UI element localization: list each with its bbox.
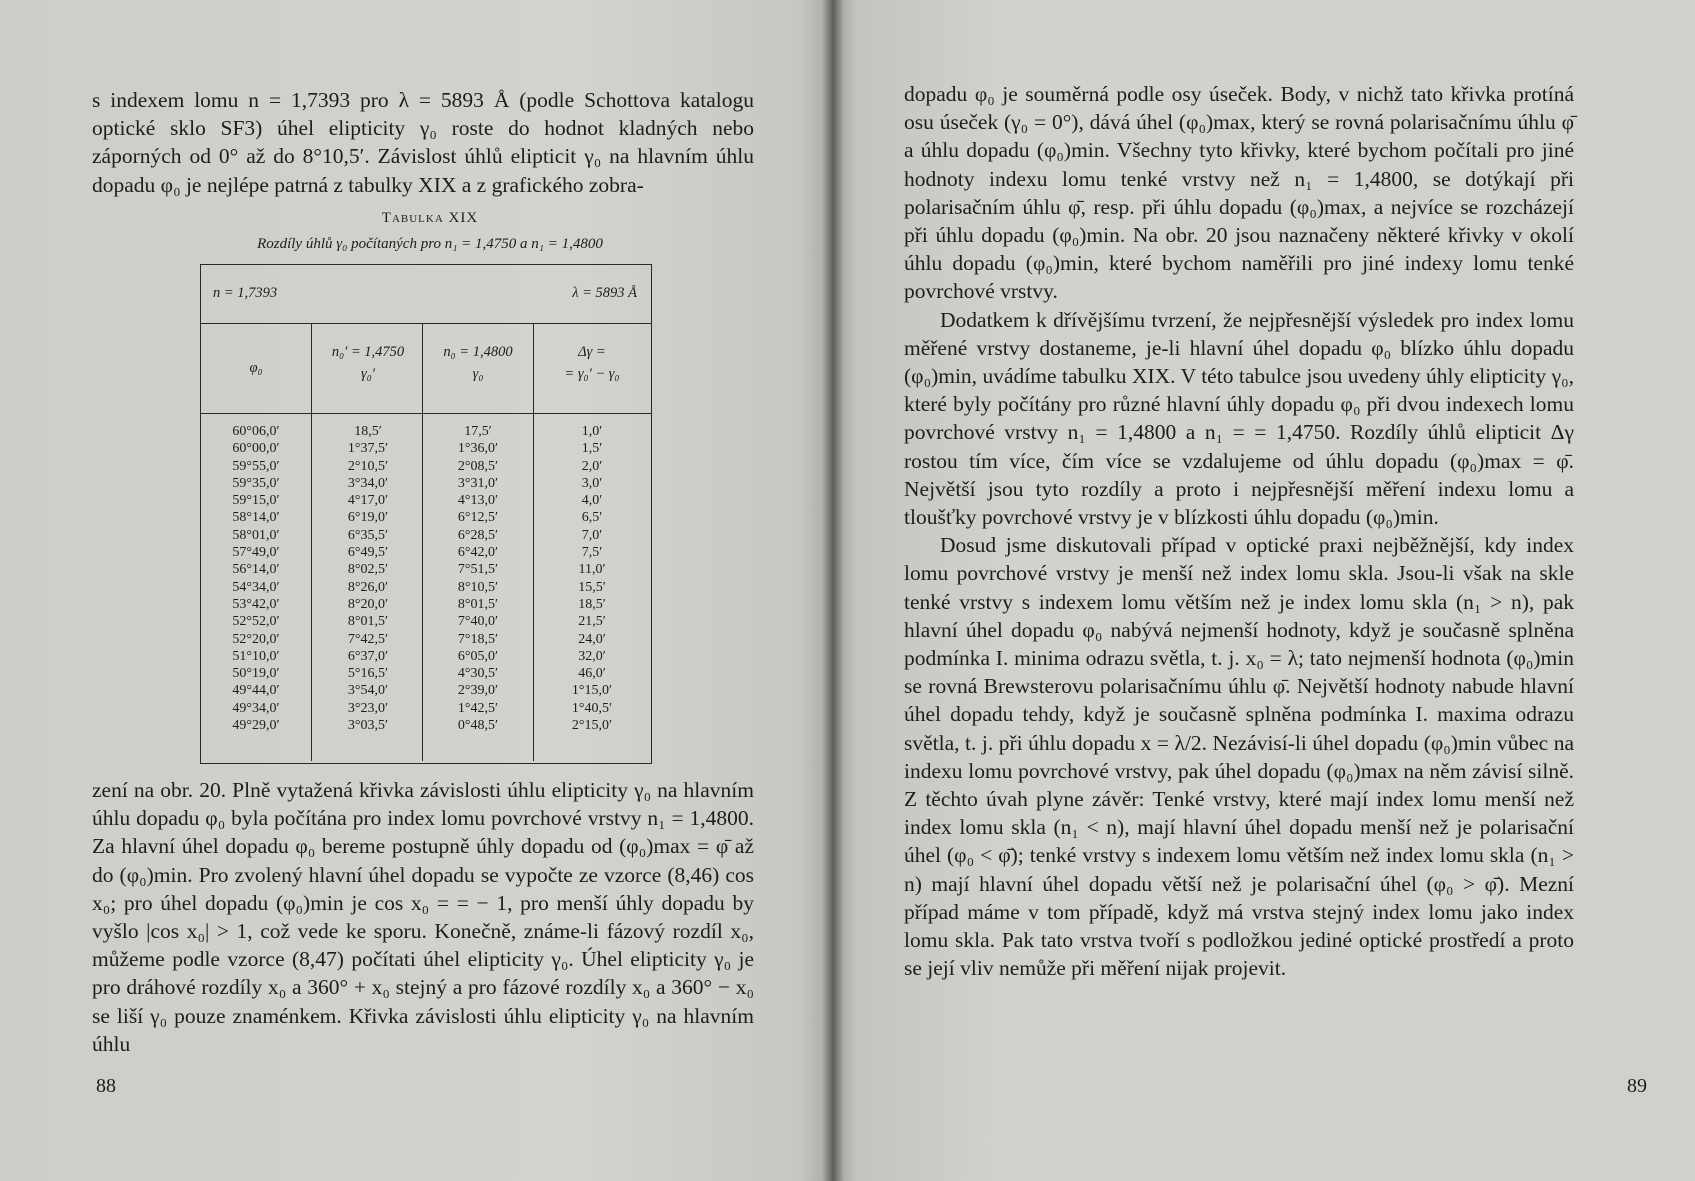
table-cell: 4°13,0′ — [457, 493, 499, 509]
table-cell: 3°23,0′ — [347, 700, 389, 716]
table-row — [201, 458, 651, 475]
table-row — [201, 527, 651, 544]
table-row — [201, 665, 651, 682]
table-cell: 59°35,0′ — [232, 475, 280, 491]
table-cell: 8°02,5′ — [347, 562, 389, 578]
table-cell: 60°06,0′ — [232, 424, 280, 439]
table-row — [201, 579, 651, 596]
table-cell: 1°36,0′ — [457, 441, 499, 457]
table-cell: 11,0′ — [578, 562, 606, 578]
table-row — [201, 492, 651, 509]
table-cell: 1°42,5′ — [457, 700, 499, 716]
table-cell: 18,5′ — [578, 596, 606, 612]
table-row — [201, 440, 651, 457]
col-header-gamma-line1: n₀ = 1,4800 — [443, 344, 513, 360]
left-paragraph-bottom-text: zení na obr. 20. Plně vytažená křivka závislosti úhlu elipticity γ₀ na hlavním úhlu dopadu φ₀ byla počítána pro index lomu povrchové vrstvy n₁ = 1,4800. Za hlavní úhel dopadu φ₀ bereme postupně úhly dopadu od (φ₀)max = φ̄ až do (φ₀)min. Pro zvolený hlavní úhel dopadu se vypočte ze vzorce (8,46) cos x₀; pro úhel dopadu (φ₀)min je cos x₀ = = − 1, pro menší úhly dopadu by vyšlo |cos x₀| > 1, což vede ke sporu. Konečně, známe-li fázový rozdíl x₀, můžeme podle vzorce (8,47) počítati úhel elipticity γ₀. Úhel elipticity γ₀ je pro dráhové rozdíly x₀ a 360° + x₀ stejný a pro fázové rozdíly x₀ a 360° − x₀ se liší γ₀ pouze znaménkem. Křivka závislosti úhlu elipticity γ₀ na hlavním úhlu — [92, 778, 754, 1056]
table-cell: 51°10,0′ — [232, 648, 280, 664]
table-cell: 32,0′ — [578, 648, 606, 664]
table-cell: 60°00,0′ — [232, 441, 280, 457]
col-header-phi: φ₀ — [249, 360, 263, 376]
table-cell: 21,5′ — [578, 614, 606, 630]
table-cell: 2,0′ — [581, 458, 603, 474]
table-row — [201, 475, 651, 492]
table-subtitle: Rozdíly úhlů γ₀ počítaných pro n₁ = 1,4750 a n₁ = 1,4800 — [257, 236, 603, 252]
table-cell: 7,5′ — [581, 545, 603, 561]
table-row — [201, 509, 651, 526]
table-header-wavelength: λ = 5893 Å — [572, 285, 637, 301]
table-cell: 52°52,0′ — [232, 614, 280, 630]
table-cell: 1,0′ — [581, 424, 603, 439]
table-cell: 7,0′ — [581, 527, 603, 543]
right-paragraph-3: Dosud jsme diskutovali případ v optické praxi nejběžnější, kdy index lomu povrchové vrstvy je menší než index lomu skla. Jsou-li však na skle tenké vrstvy s indexem lomu větším než je index lomu skla (n₁ > n), pak hlavní úhel dopadu φ₀ nabývá nejmenší hodnoty, když je současně splněna podmínka I. minima odrazu světla, t. j. x₀ = λ; tato nejmenší hodnota (φ₀)min se rovná Brewsterovu polarisačnímu úhlu φ̄. Největší hodnoty nabude hlavní úhel dopadu tehdy, když je současně splněna podmínka I. maxima odrazu světla, t. j. při úhlu dopadu x = λ/2. Nezávisí-li úhel dopadu (φ₀)min vůbec na indexu lomu povrchové vrstvy, pak úhel dopadu (φ₀)max na něm závisí silně. Z těchto úvah plyne závěr: Tenké vrstvy, které mají index lomu menší než index lomu skla (n₁ < n), mají hlavní úhel dopadu menší než je polarisační úhel (φ₀ < φ̄); tenké vrstvy s indexem lomu větším než index lomu skla (n₁ > n) mají hlavní úhel dopadu větší než je polarisační úhel (φ₀ > φ̄). Mezní případ máme v tom případě, když má vrstva stejný index lomu jako index lomu skla. Pak tato vrstva tvoří s podložkou jediné optické prostředí a proto se její vliv nemůže při měření nijak projevit. — [904, 533, 1574, 981]
table-cell: 50°19,0′ — [232, 666, 280, 682]
right-page — [832, 0, 1695, 1181]
table-cell: 3°34,0′ — [347, 475, 389, 491]
table-cell: 58°14,0′ — [232, 510, 280, 526]
table-cell: 6°42,0′ — [457, 545, 499, 561]
table-cell: 7°18,5′ — [457, 631, 499, 647]
table-cell: 52°20,0′ — [232, 631, 280, 647]
table-cell: 6°19,0′ — [347, 510, 389, 526]
table-cell: 5°16,5′ — [347, 666, 389, 682]
table-cell: 6°35,5′ — [347, 527, 389, 543]
table-cell: 4°17,0′ — [347, 493, 389, 509]
table-cell: 7°42,5′ — [347, 631, 389, 647]
table-cell: 1°37,5′ — [347, 441, 389, 457]
table-row — [201, 596, 651, 613]
table-header-conditions — [201, 265, 651, 324]
table-cell: 3°54,0′ — [347, 683, 389, 699]
table-cell: 18,5′ — [354, 424, 382, 439]
table-cell: 6°28,5′ — [457, 527, 499, 543]
table-cell: 24,0′ — [578, 631, 606, 647]
table-cell: 46,0′ — [578, 666, 606, 682]
table-cell: 3°31,0′ — [457, 475, 499, 491]
table-row — [201, 717, 651, 734]
col-header-gamma-prime-line1: n₀′ = 1,4750 — [331, 344, 405, 360]
table-cell: 49°34,0′ — [232, 700, 280, 716]
table-cell: 17,5′ — [464, 424, 492, 439]
table-cell: 7°40,0′ — [457, 614, 499, 630]
table-cell: 59°55,0′ — [232, 458, 280, 474]
table-cell: 8°01,5′ — [347, 614, 389, 630]
col-header-gamma-line2: γ₀ — [472, 366, 484, 382]
table-cell: 2°08,5′ — [457, 458, 499, 474]
table-cell: 2°10,5′ — [347, 458, 389, 474]
table-row — [201, 700, 651, 717]
table-body — [201, 423, 651, 734]
book-gutter — [822, 0, 844, 1181]
table-cell: 15,5′ — [578, 579, 606, 595]
table-row — [201, 631, 651, 648]
table-cell: 8°20,0′ — [347, 596, 389, 612]
table-cell: 6,5′ — [581, 510, 603, 526]
col-header-gamma-prime — [313, 341, 423, 385]
table-cell: 54°34,0′ — [232, 579, 280, 595]
col-header-gamma — [423, 341, 533, 385]
table-cell: 53°42,0′ — [232, 596, 280, 612]
table-cell: 8°26,0′ — [347, 579, 389, 595]
table-cell: 2°15,0′ — [571, 718, 613, 734]
table-cell: 8°10,5′ — [457, 579, 499, 595]
right-text-block — [904, 80, 1574, 983]
table-row — [201, 423, 651, 440]
table-cell: 56°14,0′ — [232, 562, 280, 578]
table-row — [201, 544, 651, 561]
table-row — [201, 648, 651, 665]
table-row — [201, 561, 651, 578]
table-cell: 1,5′ — [581, 441, 603, 457]
table-cell: 49°29,0′ — [232, 718, 280, 734]
table-cell: 7°51,5′ — [457, 562, 499, 578]
page-number-left: 88 — [96, 1075, 116, 1097]
table-cell: 6°37,0′ — [347, 648, 389, 664]
table-cell: 1°40,5′ — [571, 700, 613, 716]
table-cell: 4°30,5′ — [457, 666, 499, 682]
left-paragraph-bottom — [92, 776, 754, 1058]
table-cell: 2°39,0′ — [457, 683, 499, 699]
table-cell: 4,0′ — [581, 493, 603, 509]
table-header-index: n = 1,7393 — [213, 285, 278, 301]
col-header-delta-gamma-line2: = γ₀′ − γ₀ — [564, 366, 620, 382]
right-paragraph-1: dopadu φ₀ je souměrná podle osy úseček. Body, v nichž tato křivka protíná osu úseček (γ₀ = 0°), dává úhel (φ₀)max, který se rovná polarisačnímu úhlu φ̄ a úhlu dopadu (φ₀)min. Všechny tyto křivky, které bychom počítali pro jiné hodnoty indexu lomu tenké vrstvy než n₁ = 1,4800, se dotýkají při polarisačním úhlu φ̄, resp. při úhlu dopadu (φ₀)max, a nejvíce se rozcházejí při úhlu dopadu (φ₀)min. Na obr. 20 jsou naznačeny některé křivky v okolí úhlu dopadu (φ₀)min, které bychom naměřili pro jiné indexy lomu tenké povrchové vrstvy. — [904, 82, 1574, 304]
table-column-headers — [201, 323, 651, 414]
left-paragraph-top — [92, 86, 754, 199]
table-cell: 3°03,5′ — [347, 718, 389, 734]
col-header-delta-gamma — [535, 341, 649, 385]
left-paragraph-top-text: s indexem lomu n = 1,7393 pro λ = 5893 Å (podle Schottova katalogu optické sklo SF3) úhel elipticity γ₀ roste do hodnot kladných nebo záporných od 0° až do 8°10,5′. Závislost úhlů elipticit γ₀ na hlavním úhlu dopadu φ₀ je nejlépe patrná z tabulky XIX a z grafického zobra- — [92, 88, 754, 197]
table-cell: 59°15,0′ — [232, 493, 280, 509]
table-cell: 49°44,0′ — [232, 683, 280, 699]
left-page — [0, 0, 832, 1181]
col-header-delta-gamma-line1: Δγ = — [578, 344, 606, 360]
table-cell: 0°48,5′ — [457, 718, 499, 734]
table-cell: 58°01,0′ — [232, 527, 280, 543]
table-row — [201, 613, 651, 630]
table-cell: 8°01,5′ — [457, 596, 499, 612]
table-title: Tabulka XIX — [381, 210, 479, 226]
table-cell: 6°49,5′ — [347, 545, 389, 561]
table-row — [201, 682, 651, 699]
table-xix — [200, 264, 652, 764]
table-cell: 1°15,0′ — [571, 683, 613, 699]
col-header-gamma-prime-line2: γ₀′ — [361, 366, 375, 382]
page-number-right: 89 — [1627, 1075, 1647, 1097]
table-cell: 57°49,0′ — [232, 545, 280, 561]
right-paragraph-2: Dodatkem k dřívějšímu tvrzení, že nejpřesnější výsledek pro index lomu měřené vrstvy dostaneme, je-li hlavní úhel dopadu φ₀ blízko úhlu dopadu (φ₀)min, uvádíme tabulku XIX. V této tabulce jsou uvedeny úhly elipticity γ₀, které byly počítány pro různé hlavní úhly dopadu φ₀ při dvou indexech lomu povrchové vrstvy n₁ = 1,4800 a n₁ = = 1,4750. Rozdíly úhlů elipticit Δγ rostou tím více, čím více se vzdalujeme od úhlu dopadu (φ₀)max = φ̄. Největší jsou tyto rozdíly a proto i nejpřesnější měření indexu lomu a tloušťky povrchové vrstvy je v blízkosti úhlu dopadu (φ₀)min. — [904, 307, 1574, 530]
table-cell: 6°12,5′ — [457, 510, 499, 526]
table-cell: 6°05,0′ — [457, 648, 499, 664]
table-cell: 3,0′ — [581, 475, 603, 491]
